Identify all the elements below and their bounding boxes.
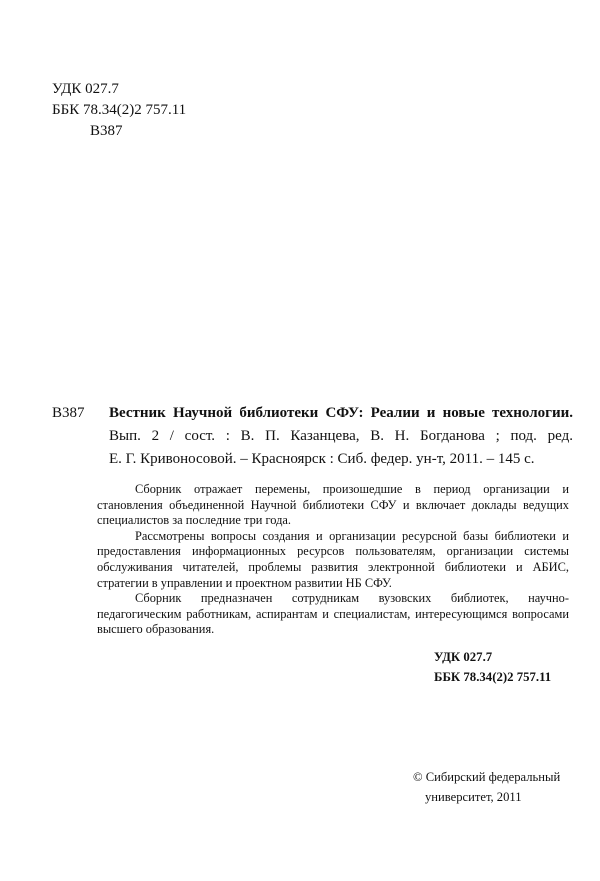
bottom-bbk-code: ББК 78.34(2)2 757.11 [434,670,552,684]
copyright-notice [413,767,560,807]
abstract-paragraph: Рассмотрены вопросы создания и организации ресурсной базы библиотеки и предоставления информационных ресурсов пользователям, организации системы обслуживания читателей, проблемы развития электронной библиотеки и АБИС, стратегии в управлении и проектном развитии НБ СФУ. [97,528,569,590]
top-udk-code: УДК 027.7 [52,81,119,97]
top-author-mark: В387 [90,123,123,139]
abstract [97,482,569,638]
entry-publication-line: Е. Г. Кривоносовой. – Красноярск : Сиб. федер. ун-т, 2011. – 145 с. [109,451,535,467]
bottom-classification-codes [434,647,551,687]
catalogue-entry [109,402,573,471]
abstract-paragraph: Сборник отражает перемены, произошедшие в период организации и становления объединенной Научной библиотеки СФУ и включает доклады ведущих специалистов за последние три года. [97,482,569,528]
entry-responsibility-line: Вып. 2 / сост. : В. П. Казанцева, В. Н. Богданова ; под. ред. [109,428,573,444]
copyright-line-2: университет, 2011 [425,790,522,804]
entry-author-mark: В387 [52,405,85,421]
copyright-line-1: © Сибирский федеральный [413,770,561,784]
abstract-paragraph: Сборник предназначен сотрудникам вузовских библиотек, научно-педагогическим работникам, аспирантам и специалистам, интересующимся вопросами высшего образования. [97,591,569,637]
top-classification-codes [52,79,186,142]
entry-title-line: Вестник Научной библиотеки СФУ: Реалии и новые технологии. [109,405,573,421]
top-bbk-code: ББК 78.34(2)2 757.11 [52,102,187,118]
bottom-udk-code: УДК 027.7 [434,650,493,664]
